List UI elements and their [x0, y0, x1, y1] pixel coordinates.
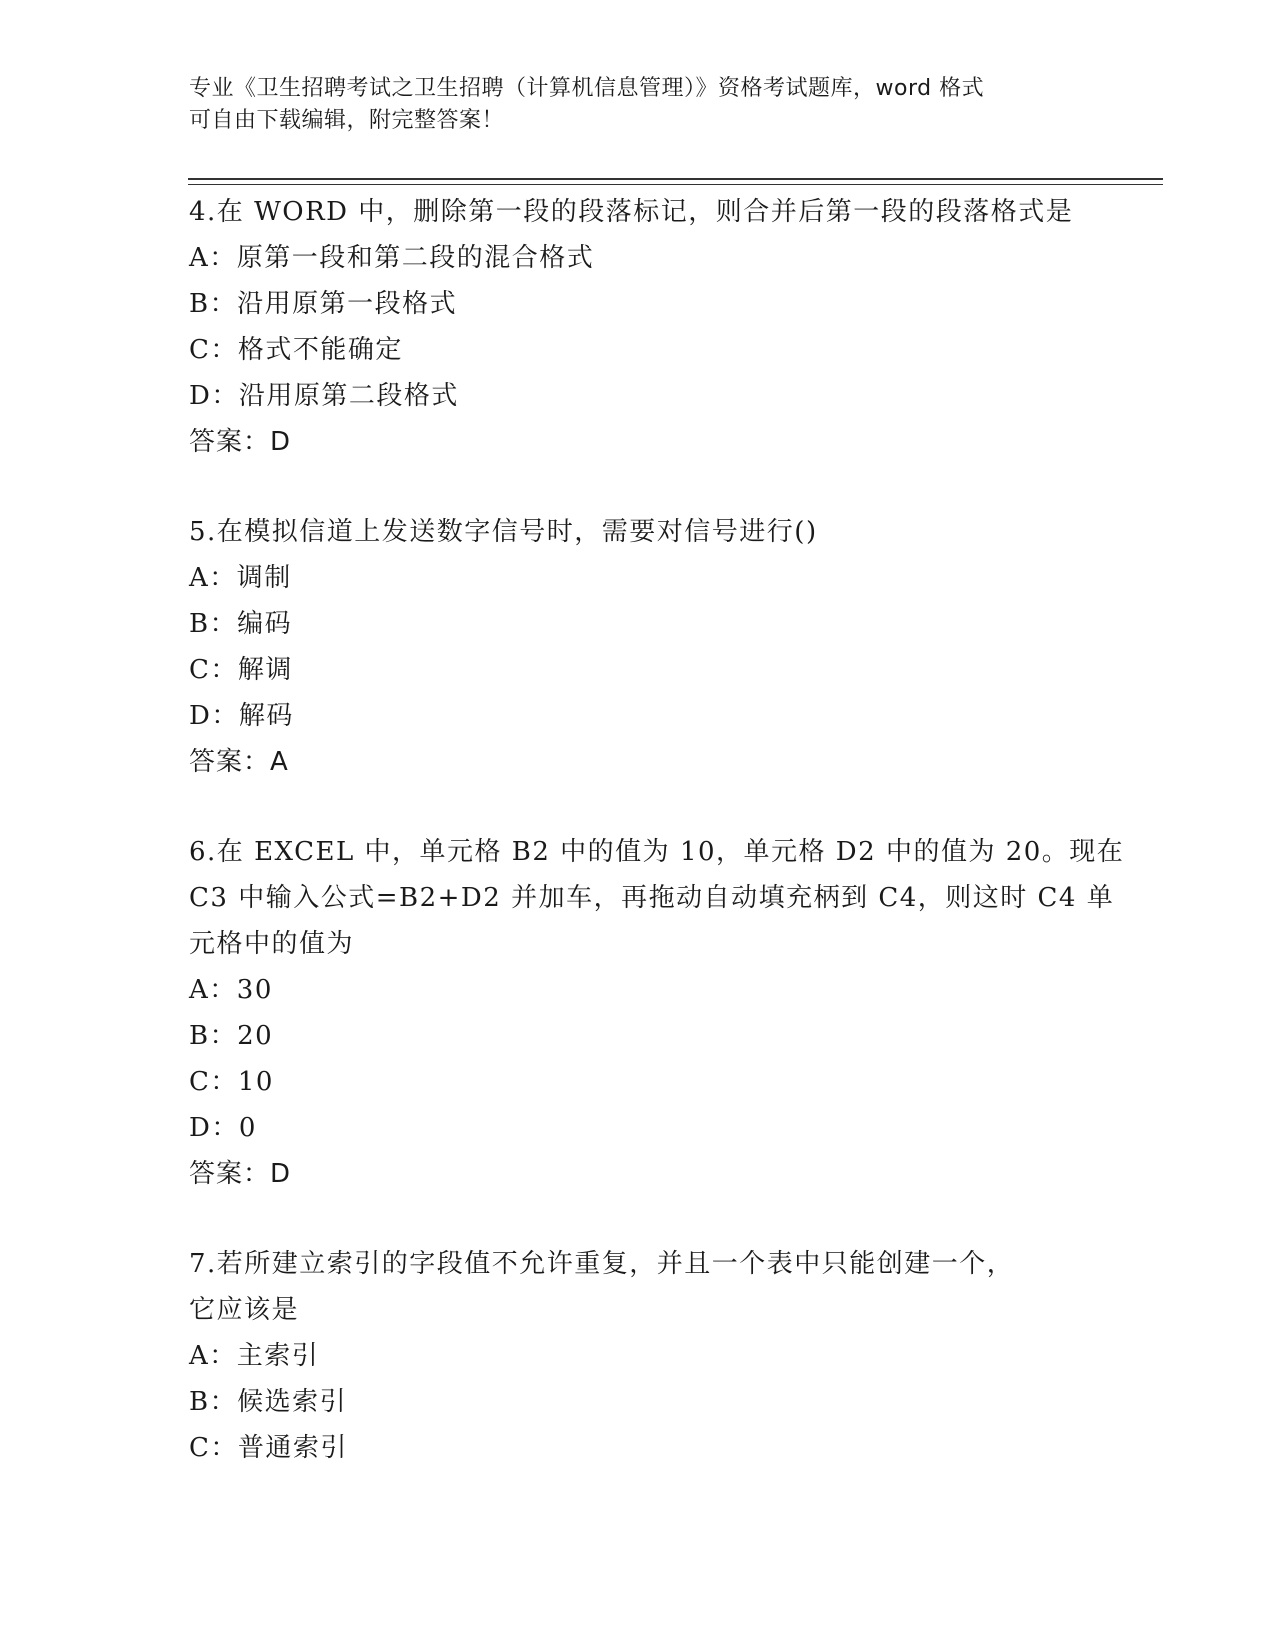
question-block [189, 509, 1089, 785]
option-c: C：格式不能确定 [189, 335, 403, 365]
header-divider-thin [188, 184, 1163, 185]
answer-label: 答案：D [189, 1159, 292, 1189]
option-d: D：沿用原第二段格式 [189, 381, 459, 411]
answer-label: 答案：D [189, 427, 292, 457]
option-d: D：0 [189, 1113, 257, 1143]
question-stem: 元格中的值为 [189, 929, 355, 959]
option-b: B：20 [189, 1021, 274, 1051]
header-divider-thick [188, 178, 1163, 180]
question-block [189, 829, 1125, 1197]
option-a: A：原第一段和第二段的混合格式 [189, 243, 595, 273]
answer-label: 答案：A [189, 747, 289, 777]
question-list [189, 189, 1125, 1471]
question-block [189, 1241, 1089, 1471]
option-b: B：编码 [189, 609, 293, 639]
spacer [189, 465, 1089, 509]
option-c: C：解调 [189, 655, 293, 685]
question-stem: 7.若所建立索引的字段值不允许重复，并且一个表中只能创建一个， [189, 1249, 1015, 1279]
option-b: B：候选索引 [189, 1387, 348, 1417]
option-c: C：10 [189, 1067, 274, 1097]
option-a: A：主索引 [189, 1341, 320, 1371]
header-line-1: 专业《卫生招聘考试之卫生招聘（计算机信息管理）》资格考试题库，word 格式 [189, 76, 985, 101]
option-b: B：沿用原第一段格式 [189, 289, 458, 319]
option-a: A：调制 [189, 563, 292, 593]
question-stem: 它应该是 [189, 1295, 300, 1325]
spacer [189, 1197, 1089, 1241]
question-stem: 6.在 EXCEL 中，单元格 B2 中的值为 10，单元格 D2 中的值为 20。现在 [189, 837, 1125, 867]
option-c: C：普通索引 [189, 1433, 348, 1463]
header-line-2: 可自由下载编辑，附完整答案！ [189, 108, 505, 133]
question-stem: 4.在 WORD 中，删除第一段的段落标记，则合并后第一段的段落格式是 [189, 197, 1074, 227]
document-header [189, 73, 1089, 137]
question-stem: 5.在模拟信道上发送数字信号时，需要对信号进行() [189, 517, 818, 547]
spacer [189, 785, 1089, 829]
option-a: A：30 [189, 975, 273, 1005]
option-d: D：解码 [189, 701, 294, 731]
question-block [189, 189, 1089, 465]
question-stem: C3 中输入公式=B2+D2 并加车，再拖动自动填充柄到 C4，则这时 C4 单 [189, 883, 1115, 913]
